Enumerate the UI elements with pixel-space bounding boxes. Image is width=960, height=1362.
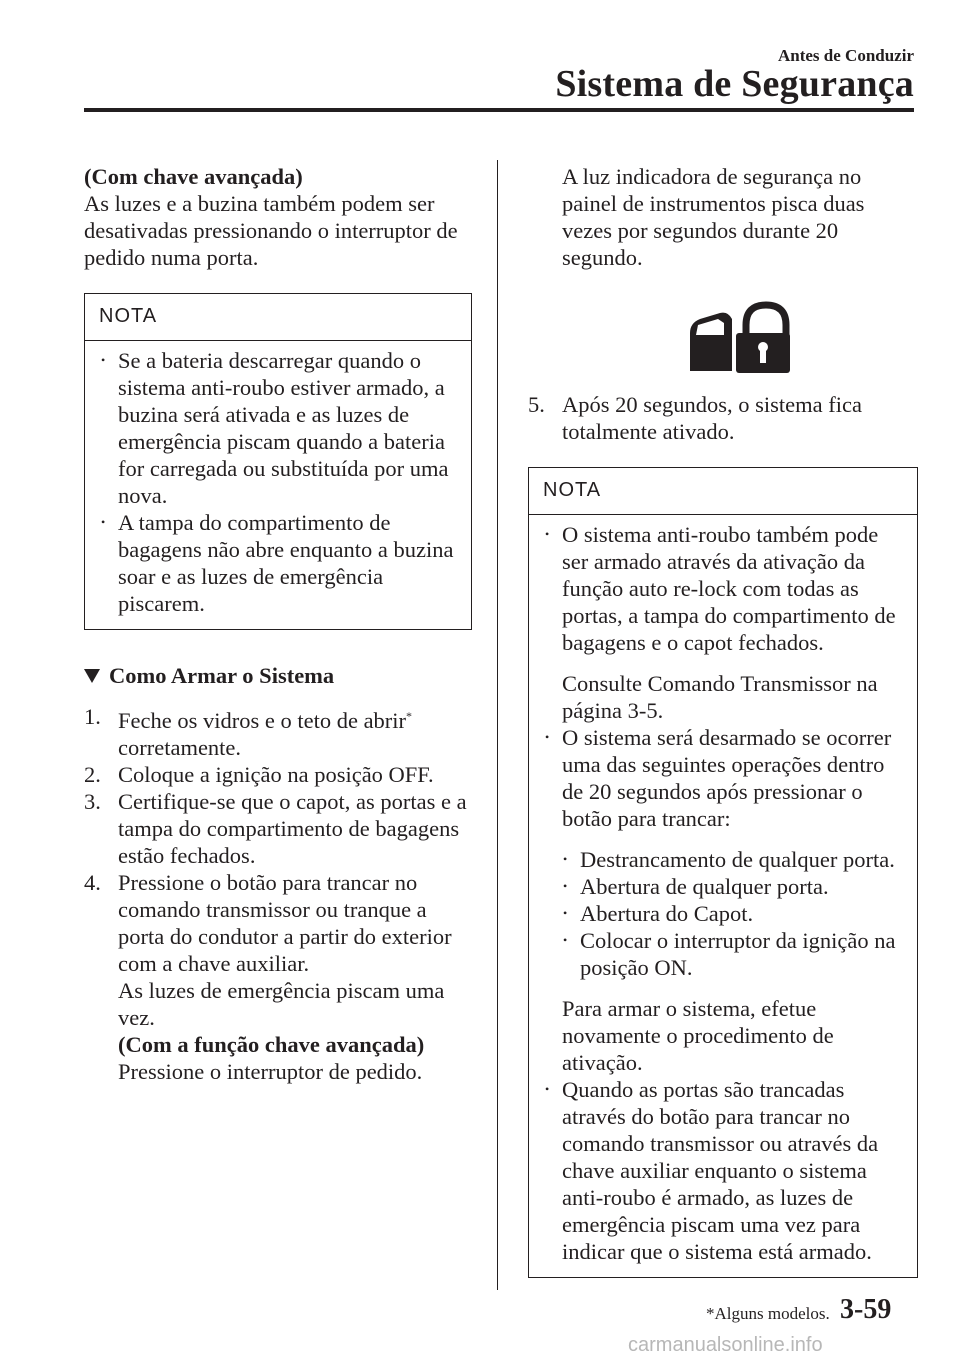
footnote-mark: * (406, 709, 413, 723)
continued-text: A luz indicadora de segurança no painel de instrumentos pisca duas vezes por segundos durante 20 segundo. (562, 164, 865, 270)
note-item: • Quando as portas são trancadas através do botão para trancar no comando transmissor ou através da chave auxiliar enquanto o sistema anti-roubo é armado, as luzes de emergência piscam uma vez para indicar que o sistema está armado. (541, 1076, 907, 1265)
note-sub-list (541, 846, 907, 981)
left-column (84, 163, 472, 1085)
note-item: • O sistema anti-roubo também pode ser armado através da ativação da função auto re-lock com todas as portas, a tampa do compartimento de bagagens e o capot fechados. (541, 521, 907, 656)
header-section-label: Antes de Conduzir (777, 46, 914, 65)
step4-after: Pressione o interruptor de pedido. (118, 1059, 423, 1084)
lock-figure (528, 301, 918, 375)
intro-paragraph: As luzes e a buzina também podem ser desativadas pressionando o interruptor de pedido numa porta. (84, 191, 458, 270)
subheading: (Com chave avançada) (84, 164, 303, 189)
note-title: NOTA (85, 294, 471, 341)
note-sub-item: • Abertura do Capot. (559, 900, 907, 927)
header-rule (84, 108, 914, 112)
step4-extra: As luzes de emergência piscam uma vez. (118, 978, 445, 1030)
note-item: • A tampa do compartimento de bagagens não abre enquanto a buzina soar e as luzes de emergência piscarem. (97, 509, 461, 617)
triangle-marker-icon (84, 669, 100, 683)
note-title: NOTA (529, 468, 917, 515)
note-body (529, 515, 917, 1277)
note-paragraph: Para armar o sistema, efetue novamente o procedimento de ativação. (562, 996, 834, 1075)
note-sub-item: • Colocar o interruptor da ignição na posição ON. (559, 927, 907, 981)
security-lock-icon (688, 301, 792, 375)
page-title: Sistema de Segurança (555, 63, 914, 105)
step-number: 5. (528, 392, 545, 417)
step-text: Feche os vidros e o teto de abrir* corretamente. (118, 708, 413, 760)
note-item: • Se a bateria descarregar quando o sistema anti-roubo estiver armado, a buzina será ativada e as luzes de emergência piscam quando a bateria for carregada ou substituída por uma nova. (97, 347, 461, 509)
step-text: Certifique-se que o capot, as portas e a tampa do compartimento de bagagens estão fechados. (118, 789, 467, 868)
step (84, 869, 472, 977)
right-column (528, 163, 918, 1278)
watermark: carmanualsonline.info (628, 1334, 823, 1356)
note-box-right (528, 467, 918, 1278)
column-divider (497, 160, 498, 1290)
section-heading-text: Como Armar o Sistema (109, 663, 335, 688)
step-number: 4. (84, 870, 101, 895)
page-number: 3-59 (840, 1294, 892, 1325)
step (84, 788, 472, 869)
note-body (85, 341, 471, 629)
step-number: 3. (84, 789, 101, 814)
note-reference: Consulte Comando Transmissor na página 3-5. (562, 671, 878, 723)
steps-list (84, 703, 472, 1085)
note-sub-item: • Abertura de qualquer porta. (559, 873, 907, 900)
step (84, 761, 472, 788)
step-number: 2. (84, 762, 101, 787)
step (528, 391, 918, 445)
section-heading (84, 662, 472, 689)
footnote: *Alguns modelos. (706, 1304, 830, 1323)
note-item: • O sistema será desarmado se ocorrer uma das seguintes operações dentro de 20 segundos após pressionar o botão para trancar: (541, 724, 907, 832)
step-text: Após 20 segundos, o sistema fica totalmente ativado. (562, 392, 862, 444)
note-box-left (84, 293, 472, 630)
step-text: Coloque a ignição na posição OFF. (118, 762, 434, 787)
note-sub-item: • Destrancamento de qualquer porta. (559, 846, 907, 873)
step (84, 703, 472, 761)
step-text: Pressione o botão para trancar no comando transmissor ou tranque a porta do condutor a partir do exterior com a chave auxiliar. (118, 870, 452, 976)
step4-bold-note: (Com a função chave avançada) (118, 1032, 425, 1057)
step-number: 1. (84, 704, 101, 729)
